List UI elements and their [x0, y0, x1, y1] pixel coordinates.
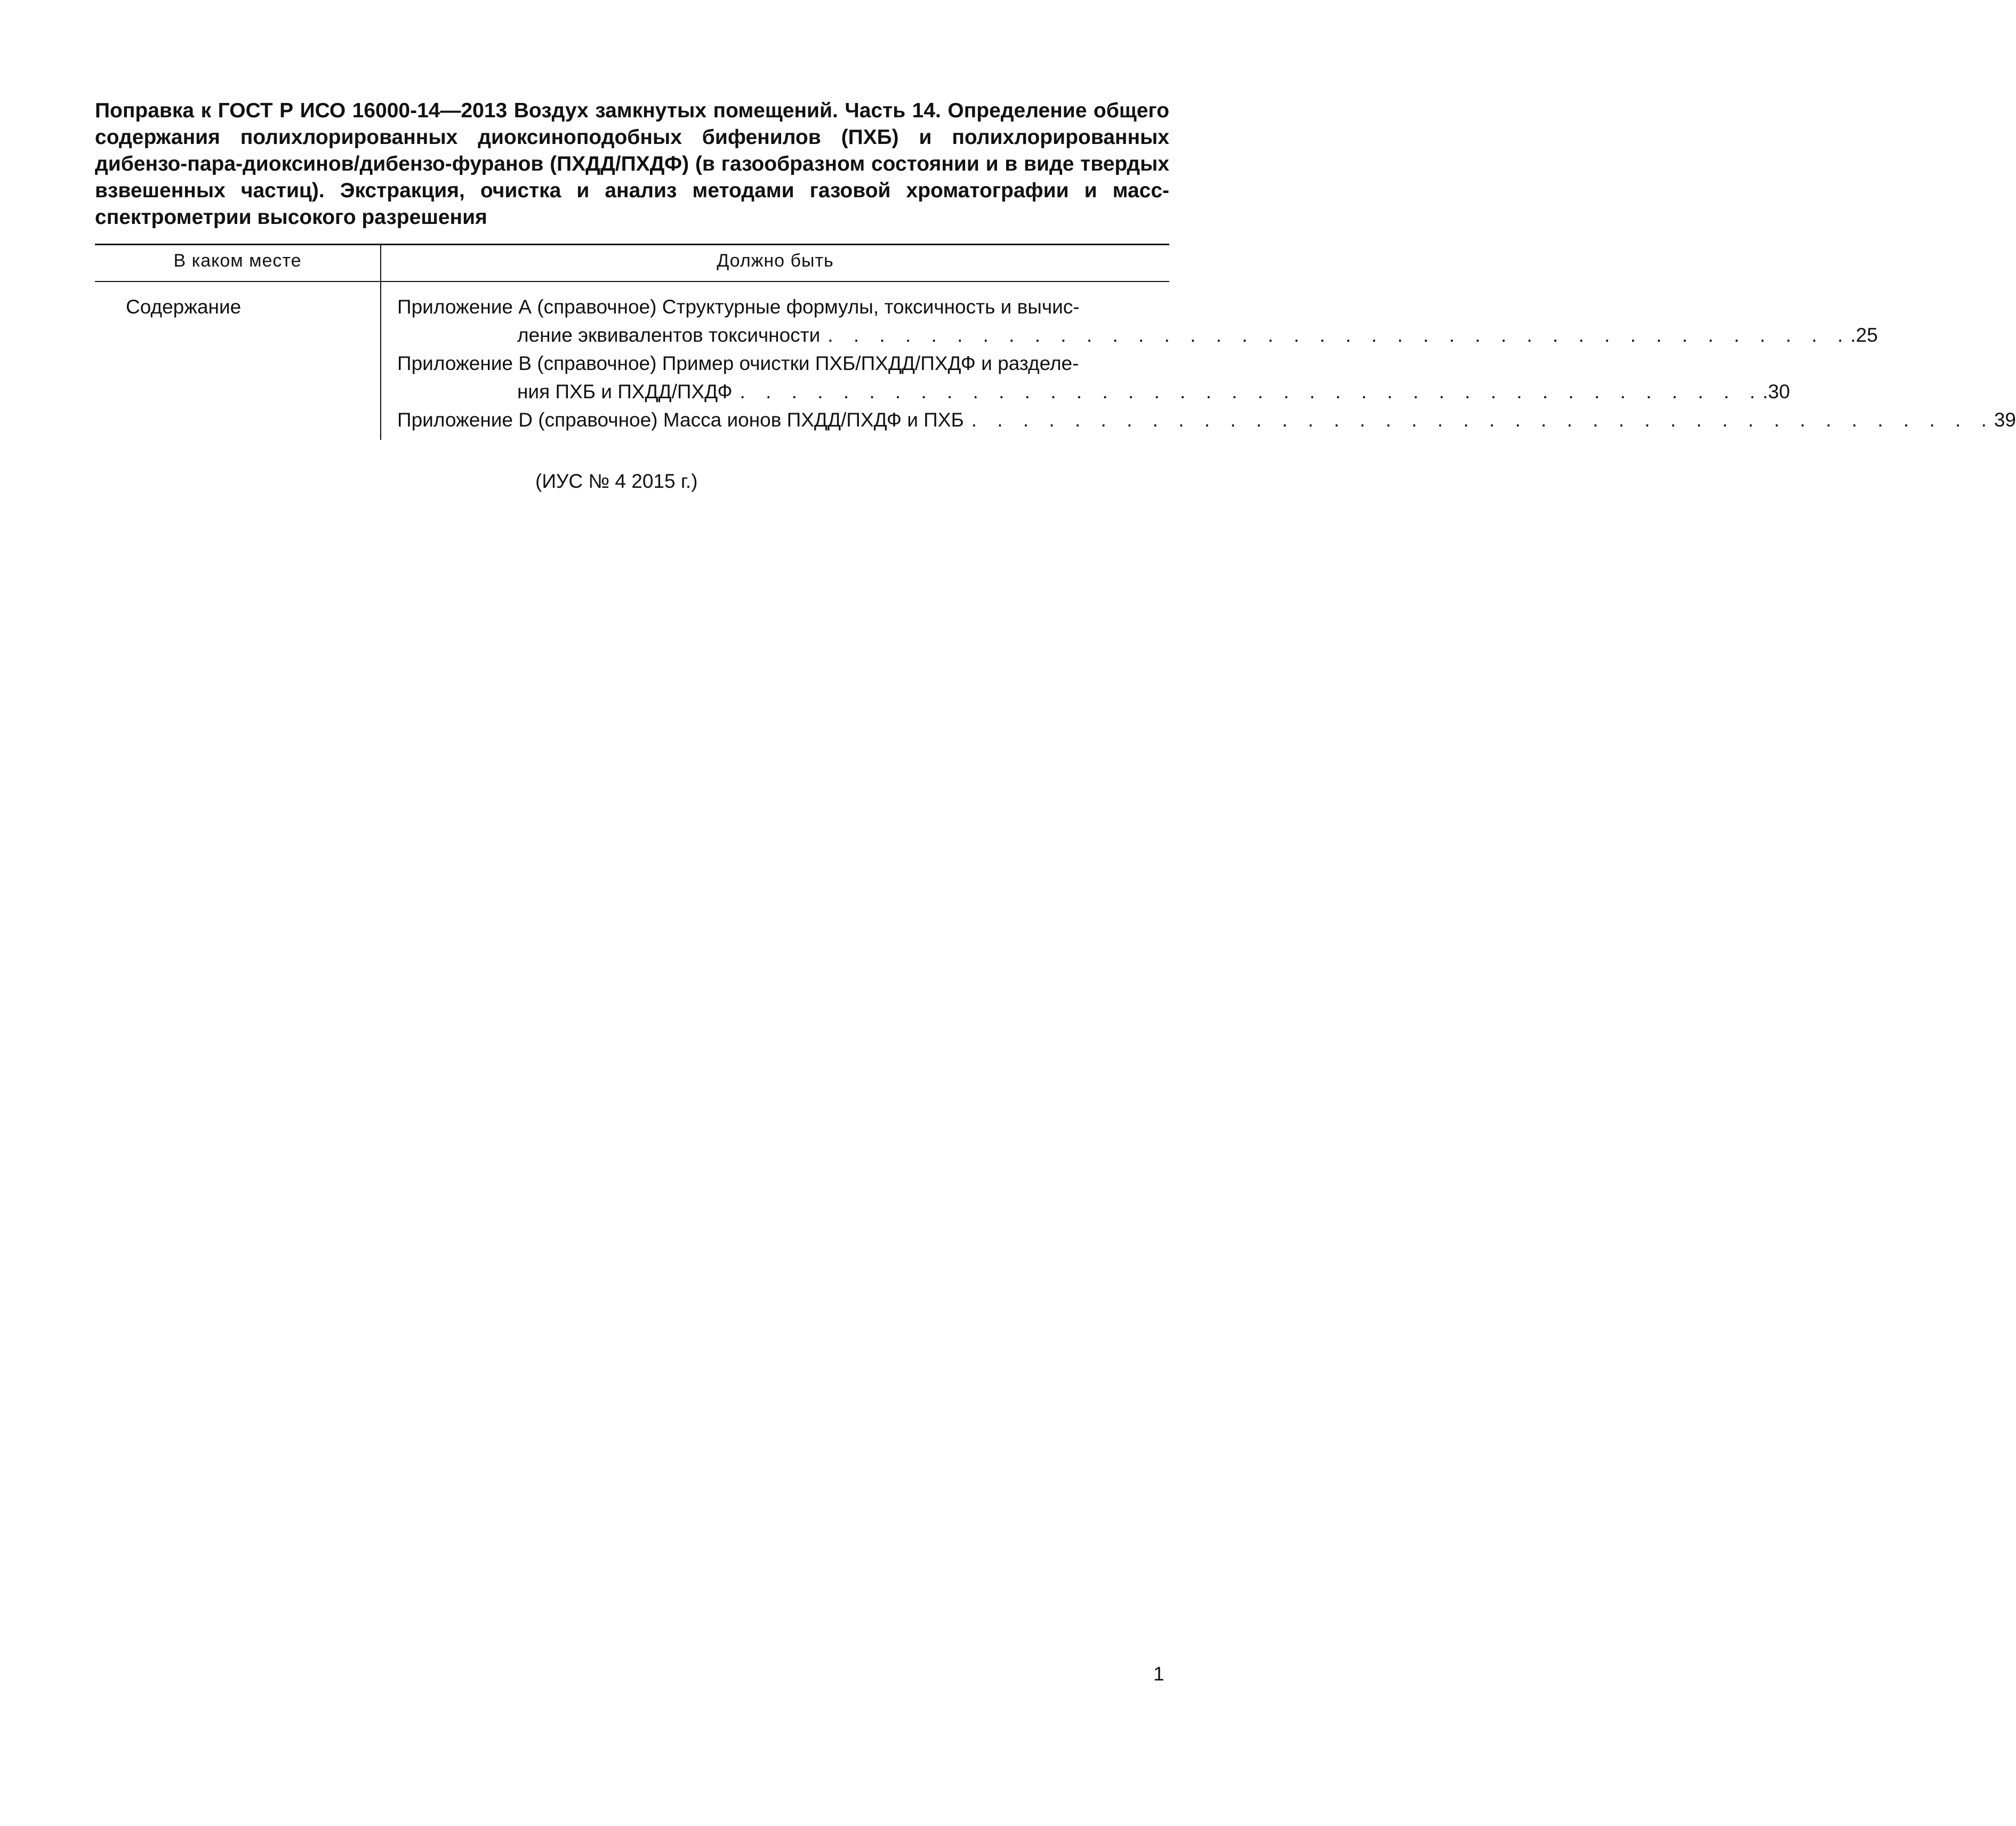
toc-entry-text: Приложение А (справочное) Структурные формулы, токсичность и вычис- [397, 296, 1080, 318]
dot-leader: . . . . . . . . . . . . . . . . . . . . . . . . . . . . . . . . . . . . . . . . [828, 324, 1851, 346]
toc-entry-continuation [397, 321, 1878, 349]
toc-entry-text: Приложение В (справочное) Пример очистки ПХБ/ПХДД/ПХДФ и разделе- [397, 352, 1079, 374]
toc-entry-appendix-b [397, 349, 1790, 406]
dot-leader: . . . . . . . . . . . . . . . . . . . . . . . . . . . . . . . . . . . . . . . . [740, 381, 1763, 403]
toc-entry-text: ния ПХБ и ПХДД/ПХДФ [517, 381, 733, 403]
toc-entry-line [397, 349, 1169, 377]
toc-page-number: .25 [1850, 324, 1878, 346]
toc-entry-appendix-d [397, 406, 2016, 434]
toc-entry-appendix-a [397, 293, 1878, 349]
toc-entry-text: ление эквивалентов токсичности [517, 324, 821, 346]
column-header-place: В каком месте [173, 251, 302, 271]
page-number: 1 [1153, 1663, 1164, 1685]
toc-entry-line [397, 293, 1169, 321]
toc-entry-continuation [397, 377, 1790, 406]
table-column-divider [380, 245, 381, 440]
toc-entry-text: Приложение D (справочное) Масса ионов ПХДД/ПХДФ и ПХБ [397, 409, 964, 431]
toc-entries [397, 293, 2016, 434]
row-place-cell: Содержание [126, 296, 242, 318]
dot-leader: . . . . . . . . . . . . . . . . . . . . . . . . . . . . . . . . . . . . . . . . [971, 409, 1994, 431]
document-title: Поправка к ГОСТ Р ИСО 16000-14—2013 Воздух замкнутых помещений. Часть 14. Определение общего содержания полихлорированных диоксиноподобных бифенилов (ПХБ) и полихлорированных дибензо-пара-диоксинов/дибензо-фуранов (ПХДД/ПХДФ) (в газообразном состоянии и в виде твердых взвешенных частиц). Экстракция, очистка и анализ методами газовой хроматографии и масс-спектрометрии высокого разрешения [95, 99, 1169, 229]
toc-page-number: .30 [1762, 381, 1790, 403]
table-top-rule [95, 244, 1169, 245]
table-header-rule [95, 281, 1169, 282]
toc-page-number: 39 [1994, 409, 2016, 431]
toc-entry-line [397, 406, 2016, 434]
ius-reference: (ИУС № 4 2015 г.) [535, 470, 698, 492]
column-header-should-be: Должно быть [717, 251, 834, 271]
